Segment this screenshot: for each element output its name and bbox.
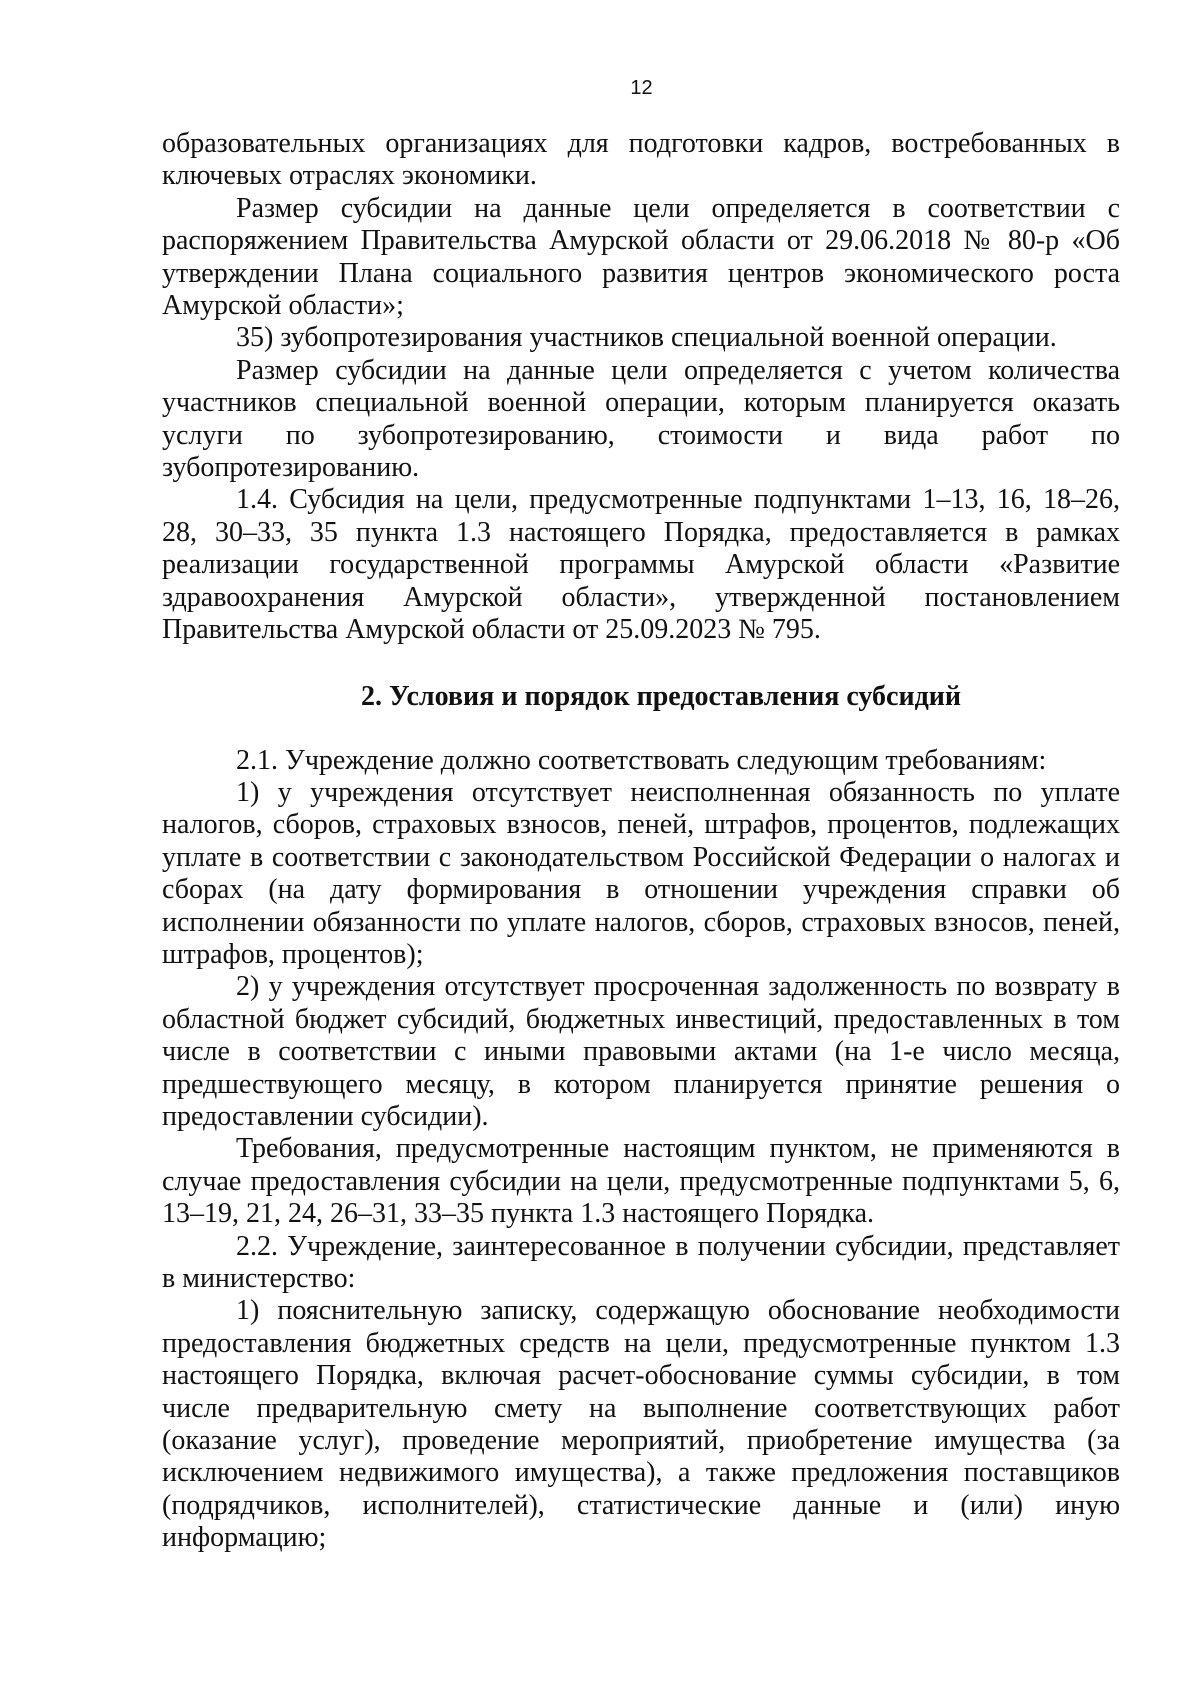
paragraph: 1) у учреждения отсутствует неисполненная обязанность по уплате налогов, сборов, страховых взносов, пеней, штрафов, процентов, подлежащих уплате в соответствии с законодательством Российской Федерации о налогах и сборах (на дату формирования в отношении учреждения справки об исполнении обязанности по уплате налогов, сборов, страховых взносов, пеней, штрафов, процентов); <box>162 776 1120 970</box>
paragraph: 2.1. Учреждение должно соответствовать следующим требованиям: <box>236 744 1047 776</box>
paragraph: 1.4. Субсидия на цели, предусмотренные подпунктами 1–13, 16, 18–26, 28, 30–33, 35 пункта 1.3 настоящего Порядка, предоставляется в рамках реализации государственной программы Амурской области «Развитие здравоохранения Амурской области», утвержденной постановлением Правительства Амурской области от 25.09.2023 № 795. <box>162 484 1120 646</box>
document-body <box>162 128 1120 1555</box>
paragraph: Размер субсидии на данные цели определяется в соответствии с распоряжением Правительства Амурской области от 29.06.2018 № 80-р «Об утверждении Плана социального развития центров экономического роста Амурской области»; <box>162 192 1120 322</box>
paragraph: Размер субсидии на данные цели определяется с учетом количества участников специальной военной операции, которым планируется оказать услуги по зубопротезированию, стоимости и вида работ по зубопротезированию. <box>162 354 1120 484</box>
paragraph: Требования, предусмотренные настоящим пунктом, не применяются в случае предоставления субсидии на цели, предусмотренные подпунктами 5, 6, 13–19, 21, 24, 26–31, 33–35 пункта 1.3 настоящего Порядка. <box>162 1133 1120 1230</box>
paragraph: 2) у учреждения отсутствует просроченная задолженность по возврату в областной бюджет субсидий, бюджетных инвестиций, предоставленных в том числе в соответствии с иными правовыми актами (на 1-е число месяца, предшествующего месяцу, в котором планируется принятие решения о предоставлении субсидии). <box>162 971 1120 1132</box>
paragraph: 1) пояснительную записку, содержащую обоснование необходимости предоставления бюджетных средств на цели, предусмотренные пунктом 1.3 настоящего Порядка, включая расчет-обоснование суммы субсидии, в том числе предварительную смету на выполнение соответствующих работ (оказание услуг), проведение мероприятий, приобретение имущества (за исключением недвижимого имущества), а также предложения поставщиков (подрядчиков, исполнителей), статистические данные и (или) иную информацию; <box>162 1295 1120 1554</box>
page-number: 12 <box>630 77 653 99</box>
section-heading: 2. Условия и порядок предоставления субсидий <box>360 680 962 712</box>
paragraph: 35) зубопротезирования участников специальной военной операции. <box>236 322 1057 354</box>
paragraph: образовательных организациях для подготовки кадров, востребованных в ключевых отраслях экономики. <box>162 128 1120 192</box>
paragraph: 2.2. Учреждение, заинтересованное в получении субсидии, представляет в министерство: <box>162 1230 1120 1294</box>
